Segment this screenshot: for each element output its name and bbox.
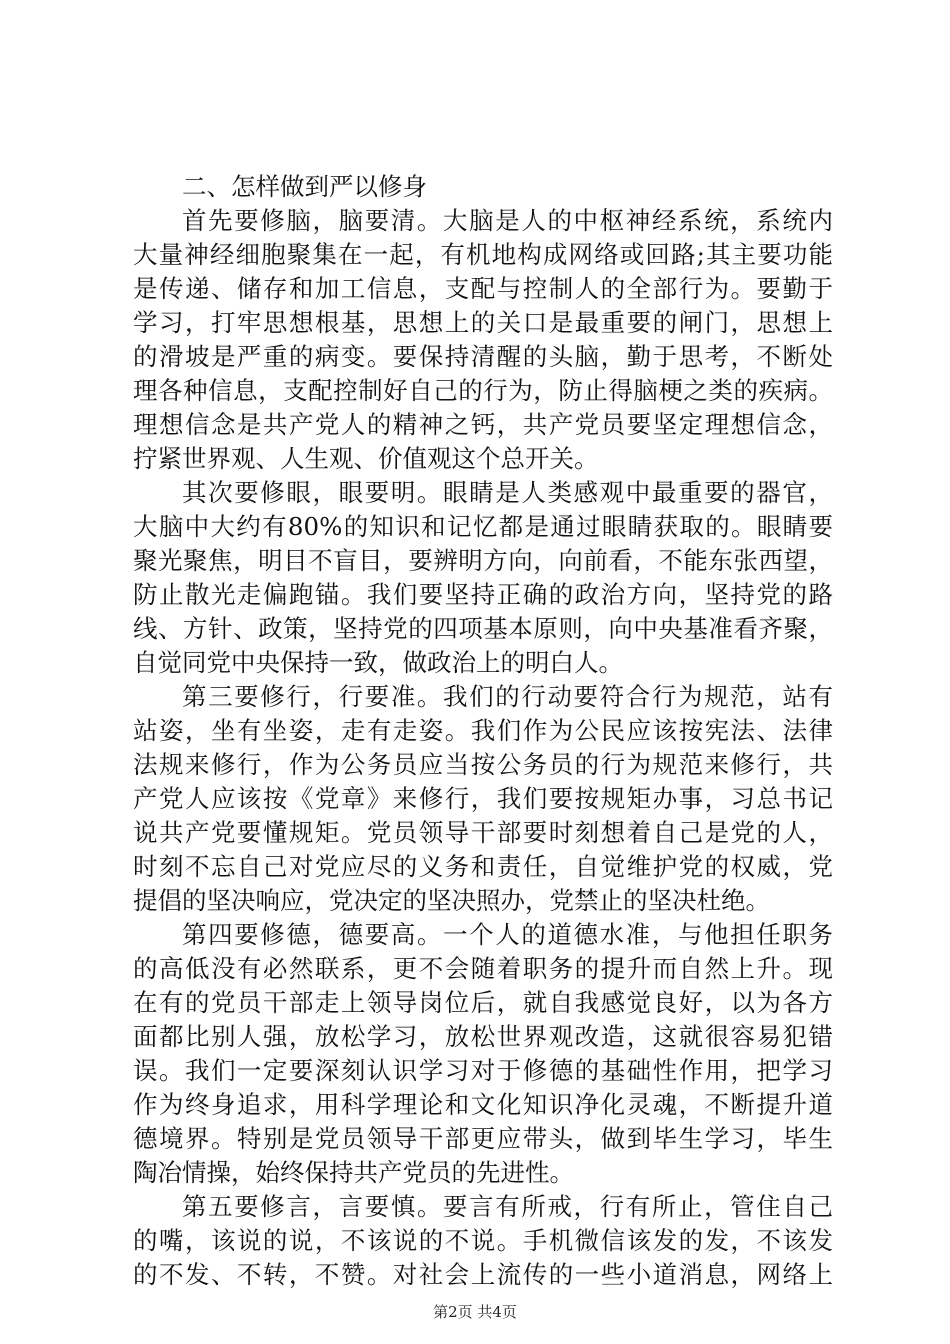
paragraph-line: 说共产党要懂规矩。党员领导干部要时刻想着自己是党的人， bbox=[133, 818, 833, 847]
paragraph-line: 自觉同党中央保持一致，做政治上的明白人。 bbox=[133, 648, 623, 677]
paragraph-line: 的不发、不转，不赞。对社会上流传的一些小道消息，网络上 bbox=[133, 1260, 833, 1289]
paragraph-line: 误。我们一定要深刻认识学习对于修德的基础性作用，把学习 bbox=[133, 1056, 833, 1085]
paragraph-line: 产党人应该按《党章》来修行，我们要按规矩办事，习总书记 bbox=[133, 784, 833, 813]
paragraph-list bbox=[133, 204, 833, 1292]
paragraph-line: 的高低没有必然联系，更不会随着职务的提升而自然上升。现 bbox=[133, 954, 833, 983]
paragraph-line: 法规来修行，作为公务员应当按公务员的行为规范来修行，共 bbox=[133, 750, 833, 779]
paragraph-line: 站姿，坐有坐姿，走有走姿。我们作为公民应该按宪法、法律 bbox=[133, 716, 833, 745]
paragraph-line: 作为终身追求，用科学理论和文化知识净化灵魂，不断提升道 bbox=[133, 1090, 833, 1119]
paragraph-line: 理各种信息，支配控制好自己的行为，防止得脑梗之类的疾病。 bbox=[133, 376, 833, 405]
body-paragraph bbox=[133, 918, 833, 1190]
paragraph-line: 学习，打牢思想根基，思想上的关口是最重要的闸门，思想上 bbox=[133, 308, 833, 337]
document-body bbox=[133, 170, 833, 1292]
page-footer: 第2页 共4页 bbox=[433, 1303, 517, 1321]
body-paragraph bbox=[133, 204, 833, 476]
paragraph-line: 首先要修脑，脑要清。大脑是人的中枢神经系统，系统内 bbox=[182, 206, 833, 235]
section-heading: 二、怎样做到严以修身 bbox=[182, 172, 427, 201]
paragraph-line: 时刻不忘自己对党应尽的义务和责任，自觉维护党的权威，党 bbox=[133, 852, 833, 881]
paragraph-line: 聚光聚焦，明目不盲目，要辨明方向，向前看，不能东张西望， bbox=[133, 546, 833, 575]
paragraph-line: 拧紧世界观、人生观、价值观这个总开关。 bbox=[133, 444, 599, 473]
paragraph-line: 的滑坡是严重的病变。要保持清醒的头脑，勤于思考，不断处 bbox=[133, 342, 833, 371]
paragraph-line: 第四要修德，德要高。一个人的道德水准，与他担任职务 bbox=[182, 920, 833, 949]
paragraph-line: 提倡的坚决响应，党决定的坚决照办，党禁止的坚决杜绝。 bbox=[133, 886, 770, 915]
paragraph-line: 第三要修行，行要准。我们的行动要符合行为规范，站有 bbox=[182, 682, 833, 711]
paragraph-line: 在有的党员干部走上领导岗位后，就自我感觉良好，以为各方 bbox=[133, 988, 833, 1017]
paragraph-line: 理想信念是共产党人的精神之钙，共产党员要坚定理想信念， bbox=[133, 410, 833, 439]
paragraph-line: 其次要修眼，眼要明。眼睛是人类感观中最重要的器官， bbox=[182, 478, 833, 507]
paragraph-line: 线、方针、政策，坚持党的四项基本原则，向中央基准看齐聚， bbox=[133, 614, 833, 643]
paragraph-line: 德境界。特别是党员领导干部更应带头，做到毕生学习，毕生 bbox=[133, 1124, 833, 1153]
paragraph-line: 是传递、储存和加工信息，支配与控制人的全部行为。要勤于 bbox=[133, 274, 833, 303]
body-paragraph bbox=[133, 680, 833, 918]
paragraph-line: 大脑中大约有80%的知识和记忆都是通过眼睛获取的。眼睛要 bbox=[133, 512, 833, 541]
paragraph-line: 第五要修言，言要慎。要言有所戒，行有所止，管住自己 bbox=[182, 1192, 833, 1221]
body-paragraph bbox=[133, 476, 833, 680]
paragraph-line: 面都比别人强，放松学习，放松世界观改造，这就很容易犯错 bbox=[133, 1022, 833, 1051]
paragraph-line: 防止散光走偏跑锚。我们要坚持正确的政治方向，坚持党的路 bbox=[133, 580, 833, 609]
body-paragraph bbox=[133, 1190, 833, 1292]
paragraph-line: 的嘴，该说的说，不该说的不说。手机微信该发的发，不该发 bbox=[133, 1226, 833, 1255]
paragraph-line: 陶冶情操，始终保持共产党员的先进性。 bbox=[133, 1158, 574, 1187]
paragraph-line: 大量神经细胞聚集在一起，有机地构成网络或回路;其主要功能 bbox=[133, 240, 833, 269]
